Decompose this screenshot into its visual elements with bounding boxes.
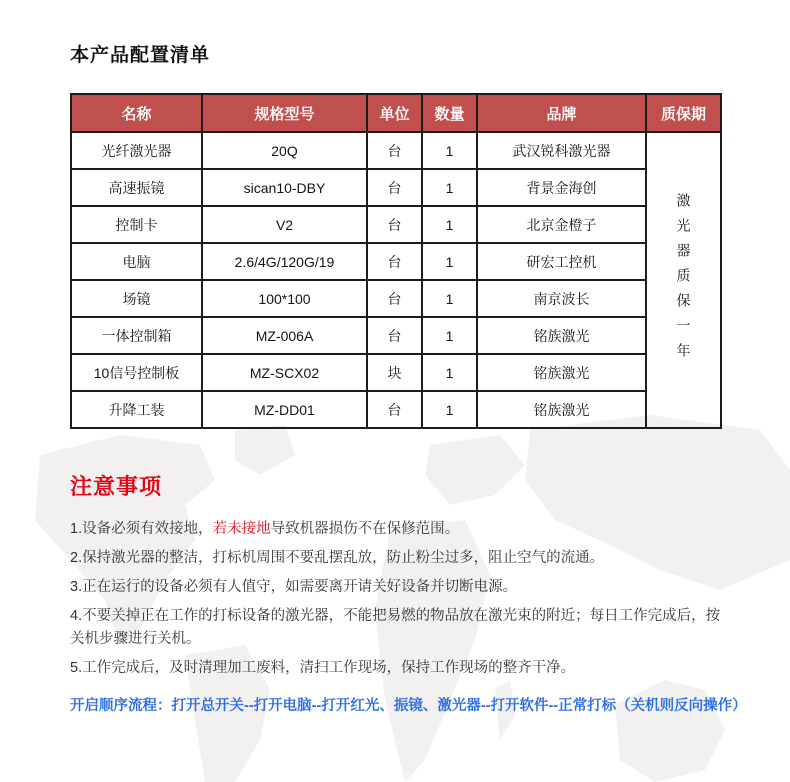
note-item-2: 2.保持激光器的整洁，打标机周围不要乱摆乱放，防止粉尘过多，阻止空气的流通。 — [70, 549, 605, 566]
cell-spec: MZ-006A — [202, 317, 367, 354]
cell-name: 控制卡 — [71, 206, 202, 243]
col-header-name: 名称 — [71, 94, 202, 132]
cell-spec: 100*100 — [202, 280, 367, 317]
cell-name: 高速振镜 — [71, 169, 202, 206]
note-1-suffix: 导致机器损伤不在保修范围。 — [270, 521, 460, 537]
table-row — [71, 132, 721, 169]
cell-unit: 台 — [367, 243, 422, 280]
table-row — [71, 354, 721, 391]
cell-brand: 研宏工控机 — [477, 243, 646, 280]
note-item-3: 3.正在运行的设备必须有人值守，如需要离开请关好设备并切断电源。 — [70, 578, 518, 595]
col-header-unit: 单位 — [367, 94, 422, 132]
notes-title: 注意事项 — [70, 474, 163, 499]
cell-name: 场镜 — [71, 280, 202, 317]
table-header-row — [71, 94, 721, 132]
cell-qty: 1 — [422, 132, 477, 169]
cell-qty: 1 — [422, 169, 477, 206]
startup-sequence-label: 开启顺序流程： — [70, 698, 172, 714]
cell-name: 光纤激光器 — [71, 132, 202, 169]
cell-name: 10信号控制板 — [71, 354, 202, 391]
col-header-spec: 规格型号 — [202, 94, 367, 132]
cell-brand: 武汉锐科激光器 — [477, 132, 646, 169]
cell-unit: 台 — [367, 391, 422, 428]
table-row — [71, 243, 721, 280]
table-row — [71, 317, 721, 354]
cell-unit: 块 — [367, 354, 422, 391]
cell-brand: 南京波长 — [477, 280, 646, 317]
cell-qty: 1 — [422, 391, 477, 428]
note-item-5: 5.工作完成后，及时清理加工废料，清扫工作现场，保持工作现场的整齐干净。 — [70, 659, 576, 676]
cell-spec: V2 — [202, 206, 367, 243]
page-title: 本产品配置清单 — [70, 45, 211, 66]
note-1-prefix: 1.设备必须有效接地， — [70, 521, 213, 537]
note-item-4: 4.不要关掉正在工作的打标设备的激光器，不能把易燃的物品放在激光束的附近；每日工作完成后，按关机步骤进行关机。 — [70, 607, 721, 647]
cell-brand: 铭族激光 — [477, 317, 646, 354]
cell-unit: 台 — [367, 169, 422, 206]
note-item-1 — [70, 518, 728, 541]
cell-spec: MZ-DD01 — [202, 391, 367, 428]
cell-unit: 台 — [367, 280, 422, 317]
note-1-highlight: 若未接地 — [212, 521, 271, 537]
table-row — [71, 206, 721, 243]
cell-qty: 1 — [422, 354, 477, 391]
cell-qty: 1 — [422, 206, 477, 243]
cell-name: 一体控制箱 — [71, 317, 202, 354]
col-header-warranty: 质保期 — [646, 94, 721, 132]
startup-sequence-text: 打开总开关--打开电脑--打开红光、振镜、激光器--打开软件--正常打标（关机则反向操作） — [171, 698, 747, 714]
cell-brand: 北京金橙子 — [477, 206, 646, 243]
cell-unit: 台 — [367, 132, 422, 169]
cell-spec: MZ-SCX02 — [202, 354, 367, 391]
config-table — [70, 93, 722, 429]
cell-brand: 背景金海创 — [477, 169, 646, 206]
col-header-brand: 品牌 — [477, 94, 646, 132]
cell-spec: 2.6/4G/120G/19 — [202, 243, 367, 280]
cell-qty: 1 — [422, 280, 477, 317]
cell-brand: 铭族激光 — [477, 391, 646, 428]
table-row — [71, 391, 721, 428]
warranty-merged-cell: 激光器质保一年 — [646, 132, 721, 428]
table-row — [71, 280, 721, 317]
col-header-qty: 数量 — [422, 94, 477, 132]
cell-qty: 1 — [422, 317, 477, 354]
cell-name: 升降工装 — [71, 391, 202, 428]
cell-unit: 台 — [367, 317, 422, 354]
table-row — [71, 169, 721, 206]
cell-spec: sican10-DBY — [202, 169, 367, 206]
notes-section — [70, 470, 728, 685]
startup-sequence-line — [70, 696, 750, 718]
cell-brand: 铭族激光 — [477, 354, 646, 391]
cell-name: 电脑 — [71, 243, 202, 280]
cell-unit: 台 — [367, 206, 422, 243]
cell-spec: 20Q — [202, 132, 367, 169]
cell-qty: 1 — [422, 243, 477, 280]
